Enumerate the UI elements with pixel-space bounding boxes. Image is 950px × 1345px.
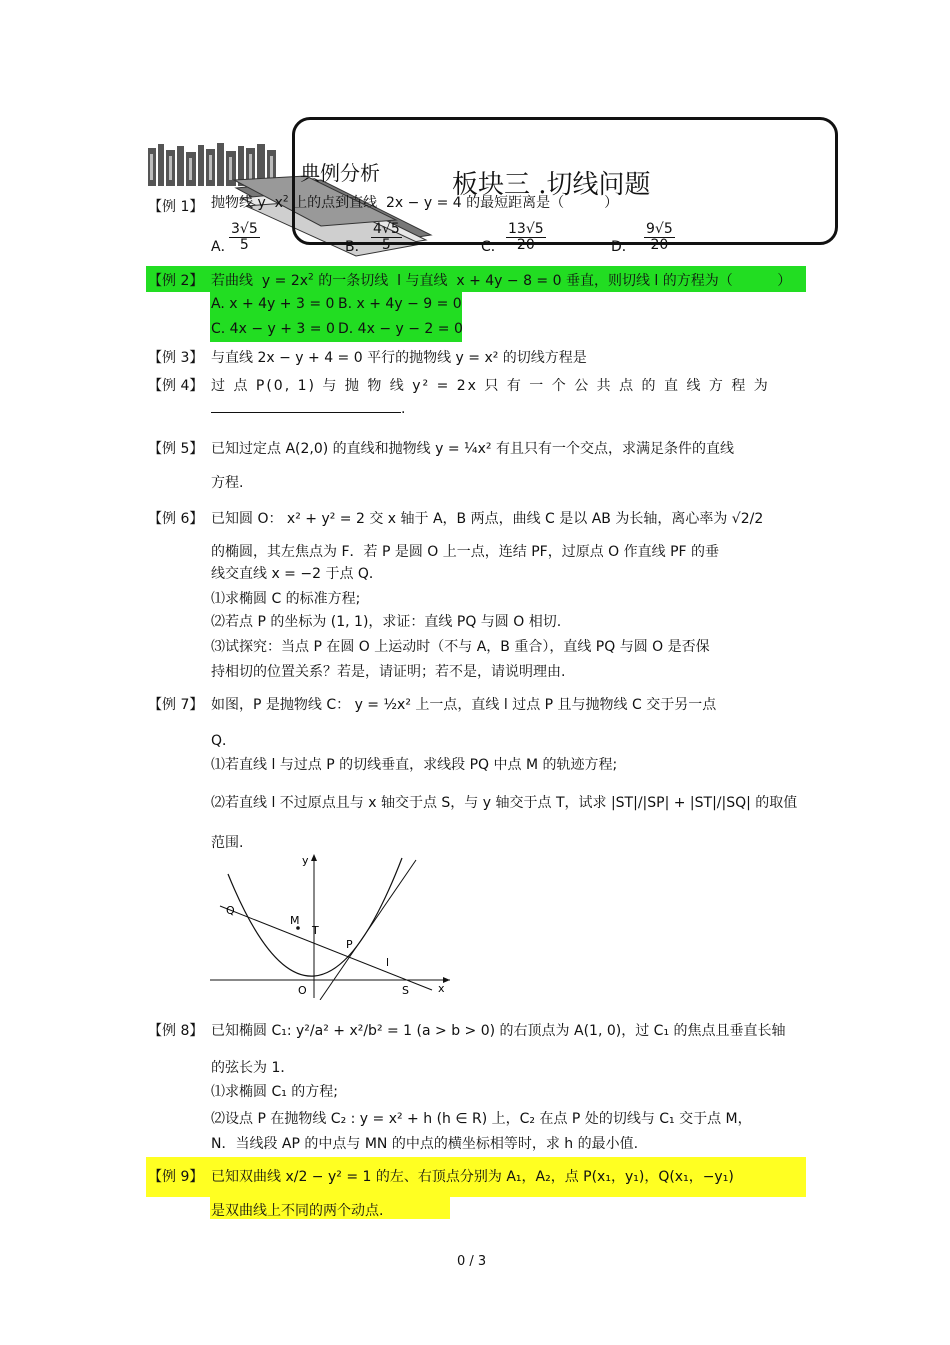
example-7-line: ⑴若直线 l 与过点 P 的切线垂直，求线段 PQ 中点 M 的轨迹方程;	[211, 757, 618, 773]
example-6-line: ⑶试探究：当点 P 在圆 O 上运动时（不与 A，B 重合），直线 PQ 与圆 O 是否保	[211, 639, 710, 655]
label-s: S	[402, 984, 409, 997]
example-1-question: 抛物线 y $x^2$ 上的点到直线 2x − y = 4 的最短距离是（ ）	[211, 194, 619, 211]
example-2-question: 若曲线 $y = 2x^2$ 的一条切线 l 与直线 x + 4y − 8 = 0 垂直，则切线 l 的方程为（ ）	[211, 272, 792, 289]
example-8-line: 的弦长为 1．	[211, 1060, 295, 1076]
example-7-line: 如图，P 是抛物线 C： y = ½x² 上一点，直线 l 过点 P 且与抛物线 C 交于另一点	[211, 697, 717, 713]
label-l: l	[386, 956, 390, 969]
example-6-line: 线交直线 x = −2 于点 Q．	[211, 566, 383, 582]
example-tag: 【例 2】	[148, 273, 204, 289]
example-6-line: ⑵若点 P 的坐标为 (1, 1)，求证：直线 PQ 与圆 O 相切.	[211, 614, 562, 630]
example-tag: 【例 6】	[148, 511, 204, 527]
example-9-line: 已知双曲线 x/2 − y² = 1 的左、右顶点分别为 A₁，A₂，点 P(x₁，y₁)，Q(x₁，−y₁)	[211, 1169, 734, 1185]
page-number: 0 / 3	[457, 1254, 487, 1269]
example-2-option-c: C. 4x − y + 3 = 0	[211, 321, 335, 337]
example-8-line: N．当线段 AP 的中点与 MN 的中点的横坐标相等时，求 h 的最小值.	[211, 1136, 639, 1152]
example-4-question	[211, 375, 770, 395]
example-4-answer-blank[interactable]: .	[211, 400, 405, 417]
section-title: 板块三 .切线问题	[452, 170, 651, 200]
example-6-line: ⑴求椭圆 C 的标准方程;	[211, 591, 361, 607]
example-tag: 【例 7】	[148, 697, 204, 713]
answer-blank[interactable]	[211, 400, 401, 413]
label-q: Q	[226, 904, 235, 917]
example-7-line: ⑵若直线 l 不过原点且与 x 轴交于点 S，与 y 轴交于点 T，试求 |ST|/|SP| + |ST|/|SQ| 的取值	[211, 795, 798, 811]
label-m: M	[290, 914, 300, 927]
example-tag: 【例 4】	[148, 378, 204, 394]
example-6-line: 的椭圆，其左焦点为 F．若 P 是圆 O 上一点，连结 PF，过原点 O 作直线 PF 的垂	[211, 544, 720, 560]
example-5-continuation: 方程.	[211, 475, 244, 491]
example-4-text: 过 点 P(0, 1) 与 抛 物 线 y² = 2x 只 有 一 个 公 共 点 的 直 线 方 程 为	[211, 378, 770, 394]
example-5-question: 已知过定点 A(2,0) 的直线和抛物线 y = ¼x² 有且只有一个交点，求满足条件的直线	[211, 441, 734, 457]
example-7-line: Q．	[211, 733, 237, 749]
example-2-option-b: B. x + 4y − 9 = 0	[338, 296, 462, 312]
example-tag: 【例 5】	[148, 441, 204, 457]
label-x: x	[438, 982, 445, 995]
example-9-line: 是双曲线上不同的两个动点.	[211, 1203, 384, 1219]
example-2-option-a: A. x + 4y + 3 = 0	[211, 296, 335, 312]
example-tag: 【例 9】	[148, 1169, 204, 1185]
label-o: O	[298, 984, 307, 997]
example-8-line: ⑵设点 P 在抛物线 C₂ : y = x² + h (h ∈ R) 上，C₂ 在点 P 处的切线与 C₁ 交于点 M，	[211, 1111, 752, 1127]
line-l	[220, 906, 432, 990]
y-axis-arrow	[311, 854, 317, 861]
tangent-line	[320, 860, 416, 1000]
example-tag: 【例 3】	[148, 350, 204, 366]
example-6-line: 持相切的位置关系？若是，请证明；若不是，请说明理由.	[211, 664, 566, 680]
example-8-line: ⑴求椭圆 C₁ 的方程;	[211, 1084, 339, 1100]
example-2-option-d: D. 4x − y − 2 = 0	[338, 321, 463, 337]
parabola-curve	[228, 858, 402, 976]
example-tag: 【例 8】	[148, 1023, 204, 1039]
example-3-question: 与直线 2x − y + 4 = 0 平行的抛物线 y = x² 的切线方程是	[211, 350, 587, 366]
banner-label: 典例分析	[300, 161, 380, 185]
label-t: T	[312, 924, 319, 937]
example-6-line: 已知圆 O： x² + y² = 2 交 x 轴于 A，B 两点，曲线 C 是以 AB 为长轴，离心率为 √2/2	[211, 511, 764, 527]
example-tag: 【例 1】	[148, 199, 204, 215]
parabola-figure	[210, 850, 460, 1000]
example-7-line: 范围.	[211, 835, 244, 851]
label-p: P	[346, 938, 353, 951]
label-y: y	[302, 854, 309, 867]
example-8-line: 已知椭圆 C₁: y²/a² + x²/b² = 1 (a > b > 0) 的右顶点为 A(1, 0)，过 C₁ 的焦点且垂直长轴	[211, 1023, 786, 1039]
